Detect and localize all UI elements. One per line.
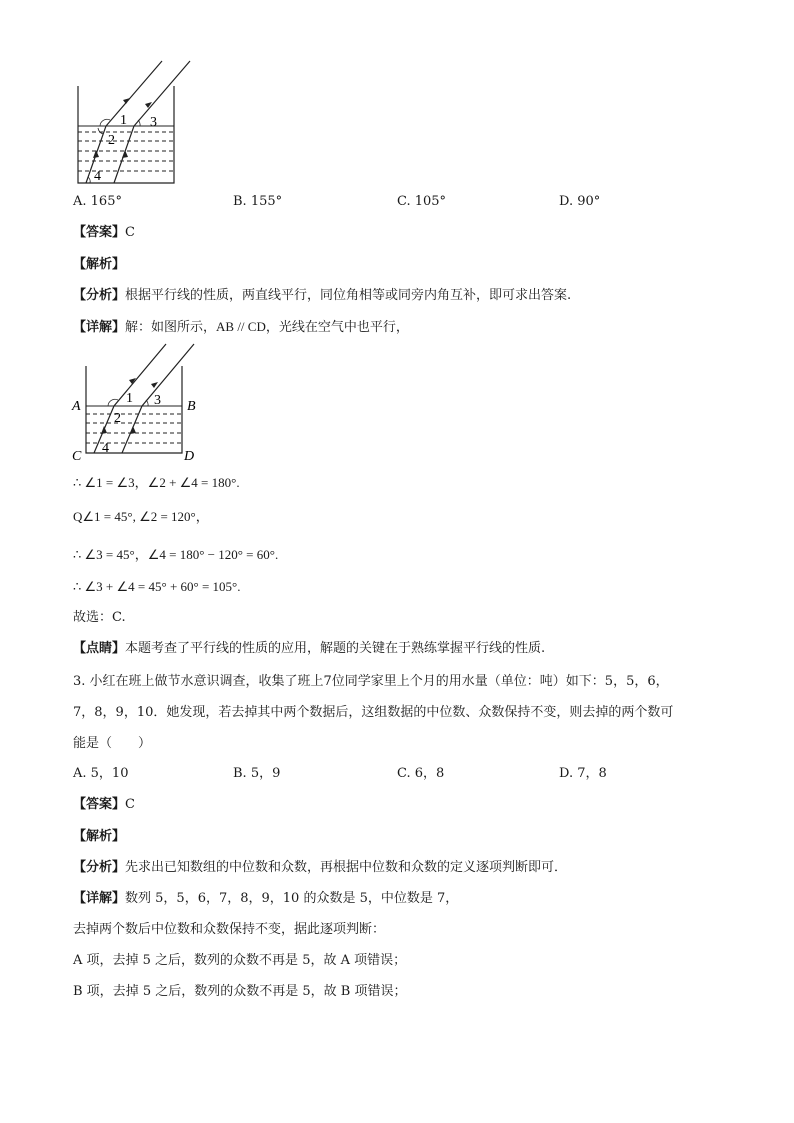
angle-label-2: 2 [114,411,121,426]
angle-label-1: 1 [126,391,133,406]
q3-detail: 【详解】数列 5，5，6，7，8，9，10 的众数是 5，中位数是 7， [73,891,459,906]
q3-stem-line-3: 能是（ ） [73,736,152,751]
point-label-a: A [72,399,81,414]
q3-option-b: B. 5，9 [233,766,281,781]
figure-beaker-2 [70,340,210,465]
point-label-c: C [72,449,82,464]
q3-option-a: A. 5，10 [73,766,129,781]
ray-arrow [123,98,130,104]
q2-step-3: ∴ ∠3 = 45°，∠4 = 180° − 120° = 60°. [73,547,279,562]
q3-answer: 【答案】C [73,797,135,812]
q2-comment: 【点睛】本题考查了平行线的性质的应用，解题的关键在于熟练掌握平行线的性质. [73,641,546,656]
q3-fenxi: 【分析】先求出已知数组的中位数和众数，再根据中位数和众数的定义逐项判断即可． [73,860,568,875]
figure-beaker-1 [70,58,200,188]
q2-option-d: D. 90° [559,194,601,209]
q3-item-b: B 项，去掉 5 之后，数列的众数不再是 5，故 B 项错误； [73,984,407,999]
q2-step-4: ∴ ∠3 + ∠4 = 45° + 60° = 105°. [73,579,241,594]
point-label-b: B [187,399,196,414]
q3-option-c: C. 6，8 [397,766,445,781]
angle-label-3: 3 [154,393,161,408]
point-label-d: D [184,449,195,464]
angle-label-4: 4 [94,169,101,184]
q2-detail: 【详解】解：如图所示，AB // CD，光线在空气中也平行， [73,319,409,335]
q2-option-c: C. 105° [397,194,447,209]
angle-label-4: 4 [102,441,109,456]
q3-option-d: D. 7，8 [559,766,607,781]
q2-option-a: A. 165° [73,194,122,209]
q3-stem-line-2: 7，8，9，10．她发现，若去掉其中两个数据后，这组数据的中位数、众数保持不变，则去掉的两个数可 [73,705,674,720]
angle-label-2: 2 [108,133,115,148]
q3-analysis-heading: 【解析】 [73,829,126,844]
q3-detail-line-2: 去掉两个数后中位数和众数保持不变，据此逐项判断： [73,922,386,937]
q2-answer: 【答案】C [73,225,135,240]
q2-step-2: Q∠1 = 45°, ∠2 = 120°， [73,509,209,524]
q2-fenxi: 【分析】根据平行线的性质，两直线平行，同位角相等或同旁内角互补，即可求出答案. [73,288,572,303]
q3-stem-line-1: 3. 小红在班上做节水意识调查，收集了班上7位同学家里上个月的用水量（单位：吨）如下：5，5，6， [73,674,669,689]
q2-analysis-heading: 【解析】 [73,257,126,272]
angle-label-1: 1 [120,113,127,128]
angle-label-3: 3 [150,115,157,130]
q2-option-b: B. 155° [233,194,283,209]
q2-choose: 故选：C. [73,610,126,625]
q3-item-a: A 项，去掉 5 之后，数列的众数不再是 5，故 A 项错误； [73,953,407,968]
q2-step-1: ∴ ∠1 = ∠3，∠2 + ∠4 = 180°. [73,475,240,490]
